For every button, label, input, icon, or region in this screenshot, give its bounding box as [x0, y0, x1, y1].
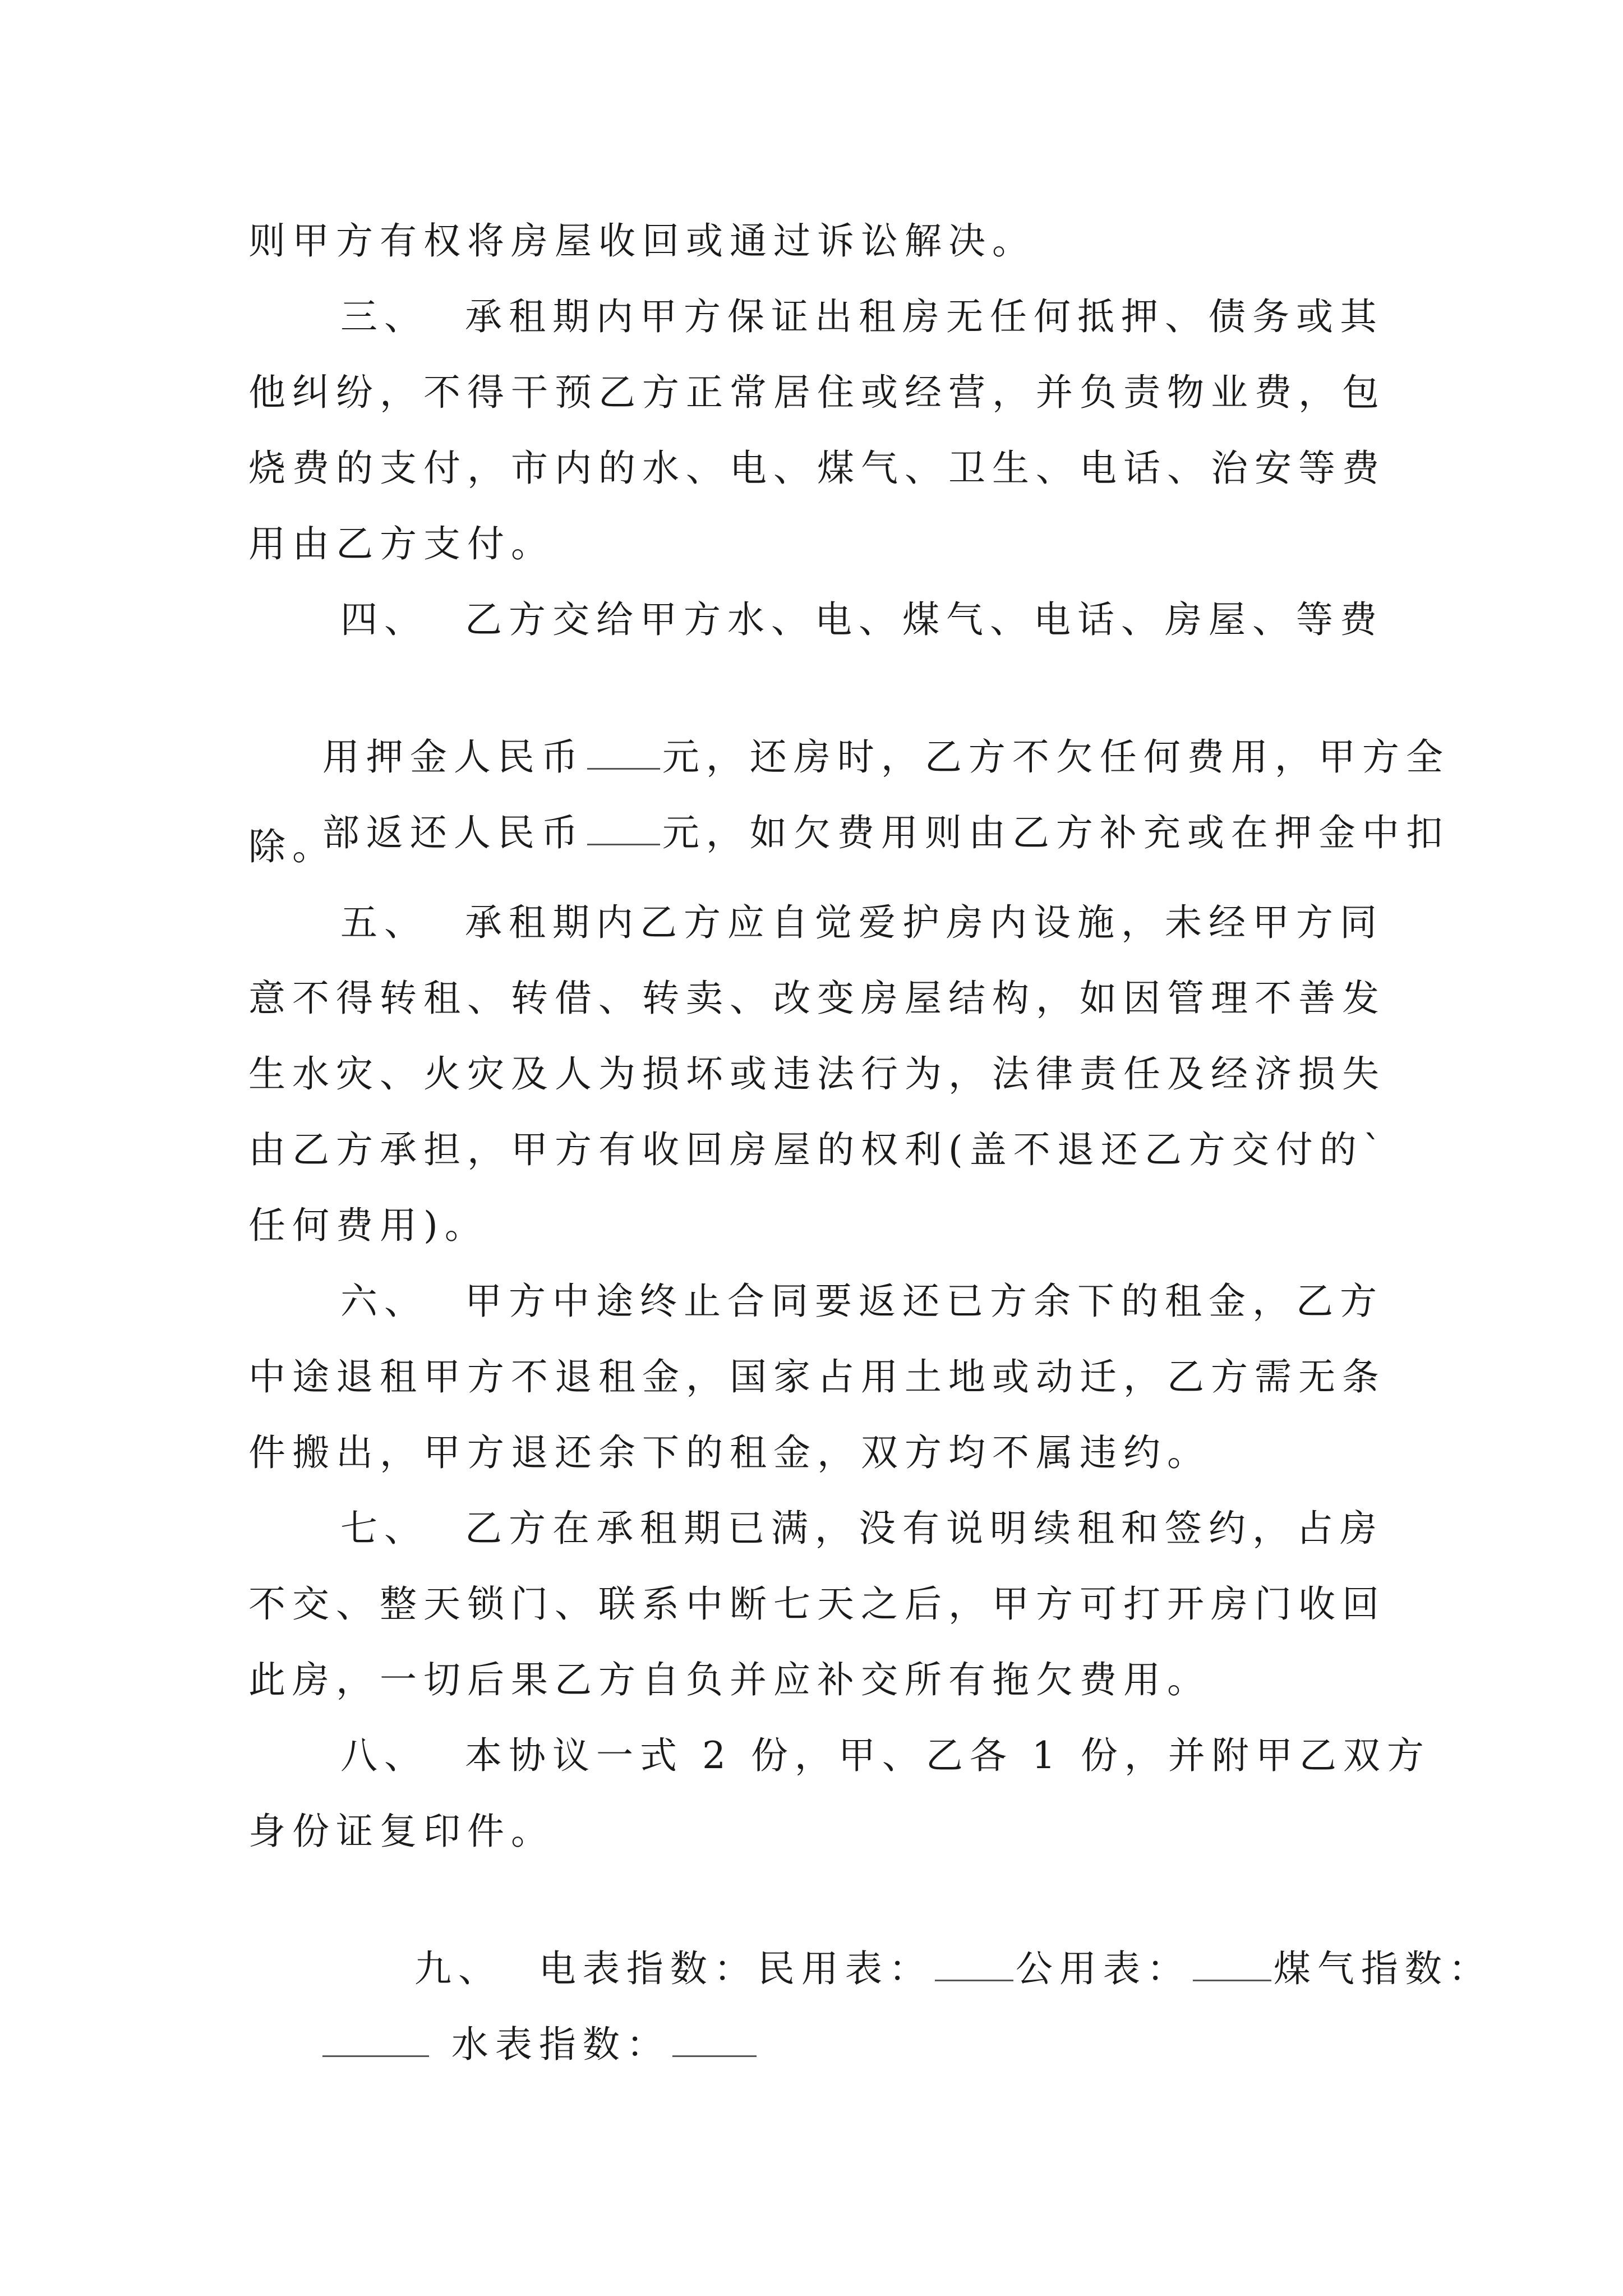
clause-five-line-1: 五、 承租期内乙方应自觉爱护房内设施，未经甲方同: [340, 901, 1384, 944]
clause-nine-line-1: [340, 1876, 1492, 1990]
text-line: 则甲方有权将房屋收回或通过诉讼解决。: [248, 219, 1036, 263]
text-line: 任何费用)。: [248, 1204, 488, 1247]
water-meter-blank: [672, 2024, 757, 2057]
text-line: 烧费的支付，市内的水、电、煤气、卫生、电话、治安等费: [248, 447, 1386, 490]
clause-four-line-1: 四、 乙方交给甲方水、电、煤气、电话、房屋、等费: [340, 598, 1384, 641]
clause-seven-line-1: 七、 乙方在承租期已满，没有说明续租和签约，占房: [340, 1507, 1384, 1550]
text-line: 此房，一切后果乙方自负并应补交所有拖欠费用。: [248, 1658, 1211, 1701]
text-line: 身份证复印件。: [248, 1810, 555, 1853]
gas-reading-blank: [322, 2024, 429, 2057]
text-line: 除。: [248, 825, 336, 868]
clause-three-line-1: 三、 承租期内甲方保证出租房无任何抵押、债务或其: [340, 295, 1384, 338]
text-line: 由乙方承担，甲方有收回房屋的权利(盖不退还乙方交付的`: [248, 1128, 1389, 1171]
text-segment: 部返还人民币: [322, 811, 585, 854]
text-line: [248, 665, 1450, 779]
text-segment: 用押金人民币: [322, 735, 585, 779]
text-segment: 九、 电表指数：民用表：: [414, 1947, 933, 1990]
text-line: [248, 740, 1450, 854]
text-segment: 元，还房时，乙方不欠任何费用，甲方全: [662, 735, 1450, 779]
text-segment: 公用表：: [1015, 1947, 1191, 1990]
text-segment: 水表指数：: [451, 2023, 670, 2066]
text-line: 意不得转租、转借、转卖、改变房屋结构，如因管理不善发: [248, 977, 1386, 1020]
text-line: 不交、整天锁门、联系中断七天之后，甲方可打开房门收回: [248, 1582, 1386, 1626]
text-line: 他纠纷，不得干预乙方正常居住或经营，并负责物业费，包: [248, 371, 1386, 414]
text-segment: 元，如欠费用则由乙方补充或在押金中扣: [662, 811, 1450, 854]
text-segment: 煤气指数：: [1273, 1947, 1492, 1990]
text-line: 生水灾、火灾及人为损坏或违法行为，法律责任及经济损失: [248, 1052, 1386, 1096]
text-line: 中途退租甲方不退租金，国家占用土地或动迁，乙方需无条: [248, 1355, 1386, 1398]
text-line: 件搬出，甲方退还余下的租金，双方均不属违约。: [248, 1431, 1211, 1474]
clause-eight-line-1: 八、 本协议一式 2 份，甲、乙各 1 份，并附甲乙双方: [340, 1734, 1431, 1777]
text-line: [248, 1952, 1404, 2066]
clause-six-line-1: 六、 甲方中途终止合同要返还已方余下的租金，乙方: [340, 1280, 1384, 1323]
text-line: 用由乙方支付。: [248, 522, 555, 565]
